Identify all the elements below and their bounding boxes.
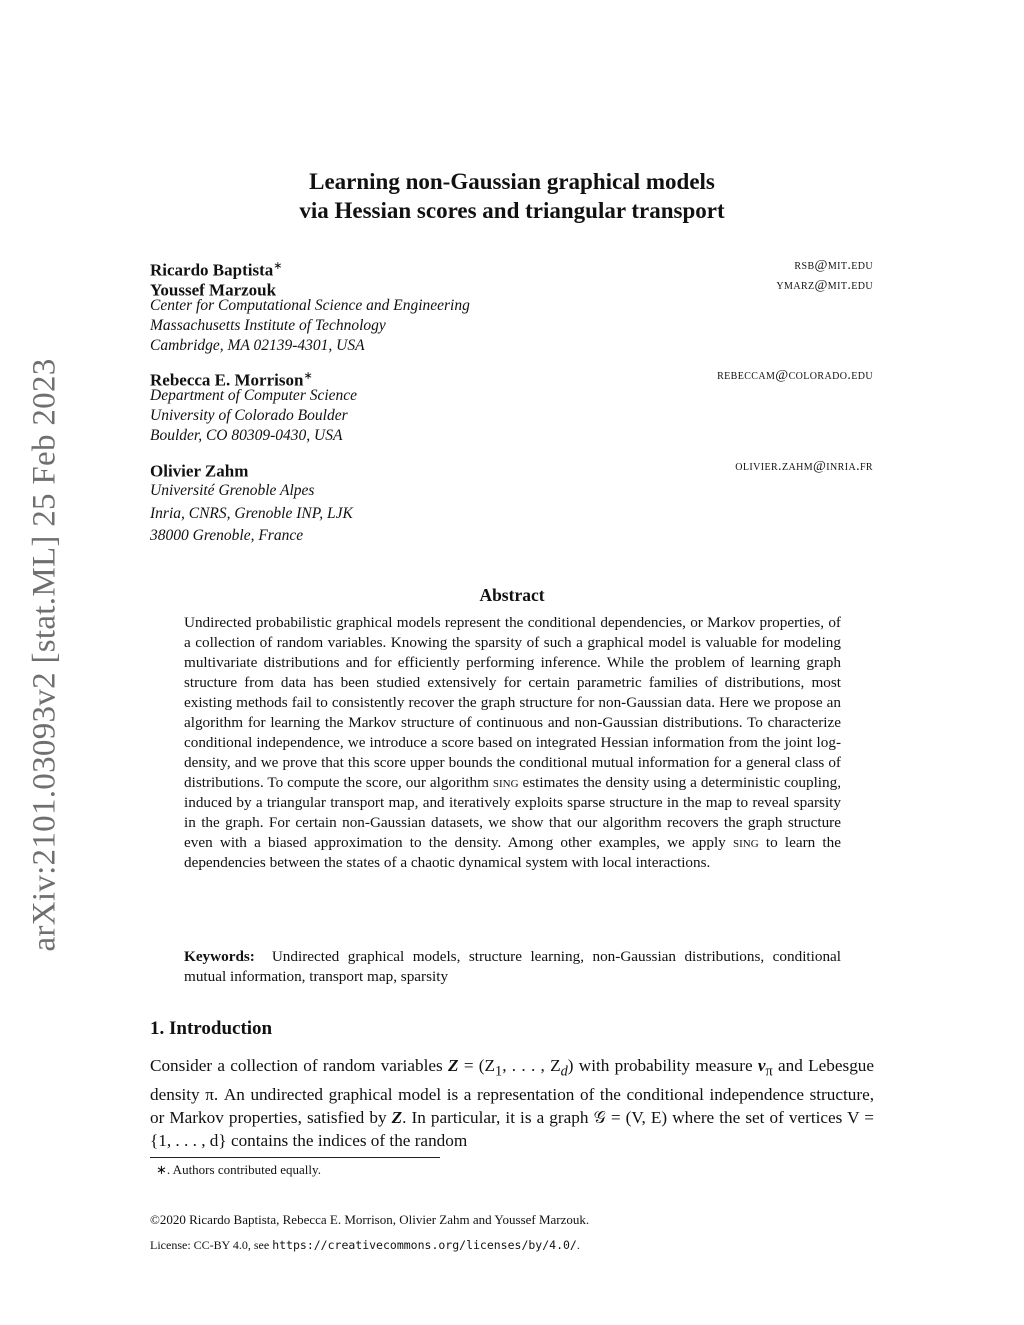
affiliation-line: Massachusetts Institute of Technology — [150, 317, 386, 334]
abstract-heading: Abstract — [479, 585, 545, 605]
title-line-1: Learning non-Gaussian graphical models — [309, 169, 715, 194]
author-email[interactable]: ymarz@mit.edu — [776, 278, 873, 293]
author-name: Ricardo Baptista∗ — [150, 260, 283, 280]
affiliation-line: Cambridge, MA 02139-4301, USA — [150, 337, 365, 354]
title-line-2: via Hessian scores and triangular transport — [299, 198, 725, 223]
affiliation-line: Université Grenoble Alpes — [150, 482, 315, 499]
author-email[interactable]: rsb@mit.edu — [794, 258, 873, 273]
author-email[interactable]: olivier.zahm@inria.fr — [735, 459, 873, 474]
footnote-divider — [150, 1157, 440, 1158]
author-name: Youssef Marzouk — [150, 280, 277, 300]
affiliation-line: Department of Computer Science — [150, 387, 358, 404]
affiliation-line: Center for Computational Science and Engineering — [150, 297, 470, 314]
affiliation-line: 38000 Grenoble, France — [150, 527, 304, 544]
sing-acronym: sing — [492, 774, 519, 791]
author-name: Olivier Zahm — [150, 461, 249, 481]
author-email[interactable]: rebeccam@colorado.edu — [717, 368, 873, 383]
section-heading: 1. Introduction — [150, 1018, 273, 1039]
arxiv-side-stamp: arXiv:2101.03093v2 [stat.ML] 25 Feb 2023 — [26, 358, 63, 952]
license-notice: License: CC-BY 4.0, see https://creativecommons.org/licenses/by/4.0/. — [150, 1238, 580, 1252]
affiliation-line: Boulder, CO 80309-0430, USA — [150, 427, 343, 444]
affiliation-line: Inria, CNRS, Grenoble INP, LJK — [150, 505, 353, 522]
copyright-notice: ©2020 Ricardo Baptista, Rebecca E. Morrison, Olivier Zahm and Youssef Marzouk. — [150, 1212, 590, 1227]
keywords-text: Undirected graphical models, structure learning, non-Gaussian distributions, conditional mutual information, transport map, sparsity — [184, 948, 841, 985]
author-name: Rebecca E. Morrison∗ — [150, 370, 313, 390]
keywords-label: Keywords: — [184, 948, 255, 965]
affiliation-line: University of Colorado Boulder — [150, 407, 348, 424]
sing-acronym: sing — [732, 834, 759, 851]
footnote: ∗. Authors contributed equally. — [156, 1162, 321, 1177]
keywords — [184, 947, 841, 987]
paper-title — [0, 167, 1024, 225]
intro-paragraph: Consider a collection of random variables $Z = (Z_1$, . . . , $Z_d$) with probability measure $\nu_\pi$ and Lebesgue density π. An undirected graphical model is a representation of the conditional independence structure, or Markov properties, satisfied by Z. In particular, it is a graph 𝒢 = (V, E) where the set of vertices V = {1, . . . , d} contains the indices of the random — [150, 1056, 875, 1151]
abstract-body: Undirected probabilistic graphical models represent the conditional dependencies, or Markov properties, of a collection of random variables. Knowing the sparsity of such a graphical model is valuable for modeling multivariate distributions and for efficiently performing inference. While the problem of learning graph structure from data has been studied extensively for certain parametric families of distributions, most existing methods fail to consistently recover the graph structure for non-Gaussian data. Here we propose an algorithm for learning the Markov structure of continuous and non-Gaussian distributions. To characterize conditional independence, we introduce a score based on integrated Hessian information from the joint log-density, and we prove that this score upper bounds the conditional mutual information for a general class of distributions. To compute the score, our algorithm sing estimates the density using a deterministic coupling, induced by a triangular transport map, and iteratively exploits sparse structure in the map to reveal sparsity in the graph. For certain non-Gaussian datasets, we show that our algorithm recovers the graph structure even with a biased approximation to the density. Among other examples, we apply sing to learn the dependencies between the states of a chaotic dynamical system with local interactions. — [184, 614, 842, 871]
license-link[interactable]: https://creativecommons.org/licenses/by/4.0/ — [272, 1238, 577, 1252]
